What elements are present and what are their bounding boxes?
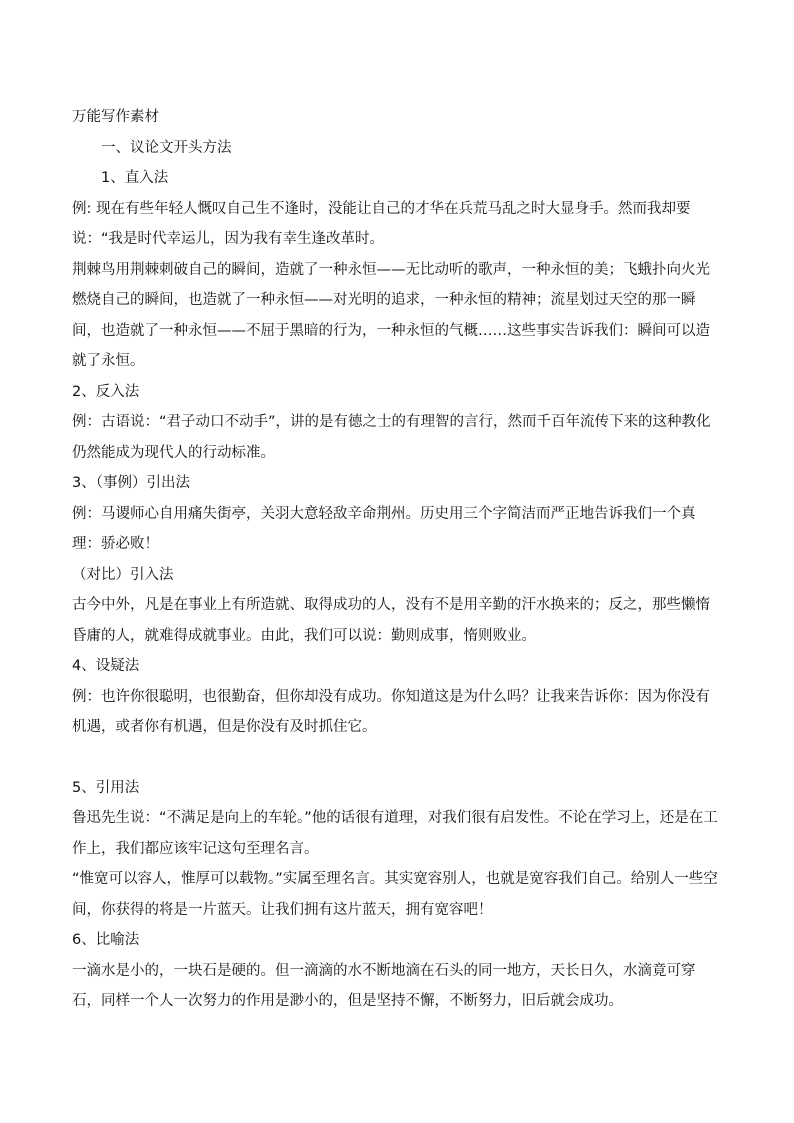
method-example-direct: 例: 现在有些年轻人慨叹自己生不逢时，没能让自己的才华在兵荒马乱之时大显身手。然而我却要说：“我是时代幸运儿，因为我有幸生逢改革时。 (72, 200, 691, 247)
method-example-question: 例：也许你很聪明，也很勤奋，但你却没有成功。你知道这是为什么吗？让我来告诉你：因为你没有机遇，或者你有机遇，但是你没有及时抓住它。 (72, 688, 710, 735)
method-paragraph-quote-1: 鲁迅先生说：“不满足是向上的车轮。”他的话很有道理，对我们很有启发性。不论在学习上，还是在工作上，我们都应该牢记这句至理名言。 (72, 810, 718, 857)
method-example-case: 例：马谡师心自用痛失街亭，关羽大意轻敌辛命荆州。历史用三个字简洁而严正地告诉我们一个真理：骄必败！ (72, 505, 696, 552)
method-heading-case: 3、（事例）引出法 (72, 475, 190, 491)
document-title: 万能写作素材 (72, 109, 159, 125)
method-paragraph-metaphor: 一滴水是小的，一块石是硬的。但一滴滴的水不断地滴在石头的同一地方，天长日久，水滴竟可穿石，同样一个人一次努力的作用是渺小的，但是坚持不懈，不断努力，旧后就会成功。 (72, 962, 696, 1009)
method-paragraph-contrast: 古今中外，凡是在事业上有所造就、取得成功的人，没有不是用辛勤的汗水换来的；反之，那些懒惰昏庸的人，就难得成就事业。由此，我们可以说：勤则成事，惰则败业。 (72, 597, 710, 644)
method-heading-contrast: （对比）引入法 (72, 566, 174, 583)
method-paragraph-direct: 荆棘鸟用荆棘刺破自己的瞬间，造就了一种永恒——无比动听的歌声，一种永恒的美；飞蛾扑向火光燃烧自己的瞬间，也造就了一种永恒——对光明的追求，一种永恒的精神；流星划过天空的那一瞬间，也造就了一种永恒——不屈于黑暗的行为，一种永恒的气概……这些事实告诉我们：瞬间可以造就了永恒。 (72, 261, 710, 369)
method-heading-reverse: 2、反入法 (72, 383, 140, 400)
method-heading-question: 4、设疑法 (72, 658, 140, 674)
section-heading: 一、议论文开头方法 (101, 139, 232, 156)
method-heading-direct: 1、直入法 (101, 170, 169, 186)
blank-line (72, 743, 722, 773)
method-heading-quote: 5、引用法 (72, 779, 140, 796)
method-example-reverse: 例：古语说：“君子动口不动手”，讲的是有德之士的有理智的言行，然而千百年流传下来的这种教化仍然能成为现代人的行动标准。 (72, 414, 711, 461)
method-paragraph-quote-2: “惟宽可以容人，惟厚可以载物。”实属至理名言。其实宽容别人，也就是宽容我们自己。给别人一些空间，你获得的将是一片蓝天。让我们拥有这片蓝天，拥有宽容吧！ (72, 871, 718, 918)
method-heading-metaphor: 6、比喻法 (72, 932, 140, 948)
